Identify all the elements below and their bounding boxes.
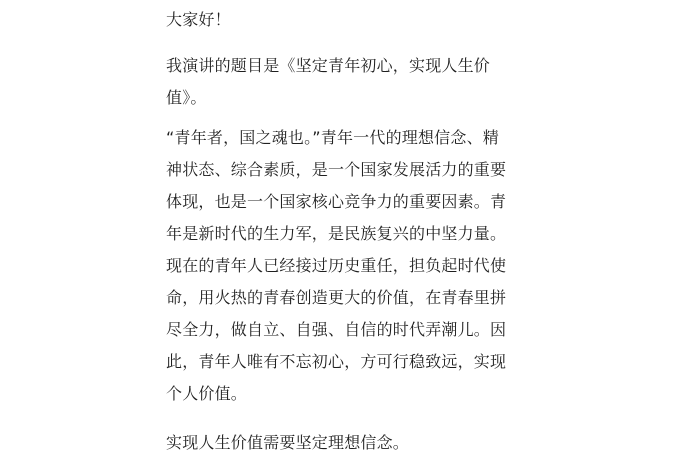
- paragraph-line: 此，青年人唯有不忘初心，方可行稳致远，实现: [166, 352, 507, 371]
- main-body-paragraph: [166, 122, 506, 410]
- speech-title-paragraph: [166, 50, 490, 114]
- closing-paragraph: [166, 427, 409, 459]
- paragraph-line: 神状态、综合素质，是一个国家发展活力的重要: [166, 160, 507, 179]
- paragraph-line: 体现，也是一个国家核心竞争力的重要因素。青: [166, 192, 507, 211]
- paragraph-line: 个人价值。: [166, 384, 248, 403]
- paragraph-line: “青年者，国之魂也。”青年一代的理想信念、精: [166, 128, 499, 147]
- greeting-text: 大家好！: [166, 10, 231, 29]
- paragraph-line: 年是新时代的生力军，是民族复兴的中坚力量。: [166, 224, 507, 243]
- paragraph-line: 值》。: [166, 88, 207, 107]
- paragraph-line: 我演讲的题目是《坚定青年初心，实现人生价: [166, 56, 491, 75]
- paragraph-line: 命，用火热的青春创造更大的价值，在青春里拼: [166, 288, 507, 307]
- paragraph-line: 尽全力，做自立、自强、自信的时代弄潮儿。因: [166, 320, 507, 339]
- document-page: [166, 0, 546, 470]
- paragraph-line: 实现人生价值需要坚定理想信念。: [166, 433, 410, 452]
- paragraph-line: 现在的青年人已经接过历史重任，担负起时代使: [166, 256, 507, 275]
